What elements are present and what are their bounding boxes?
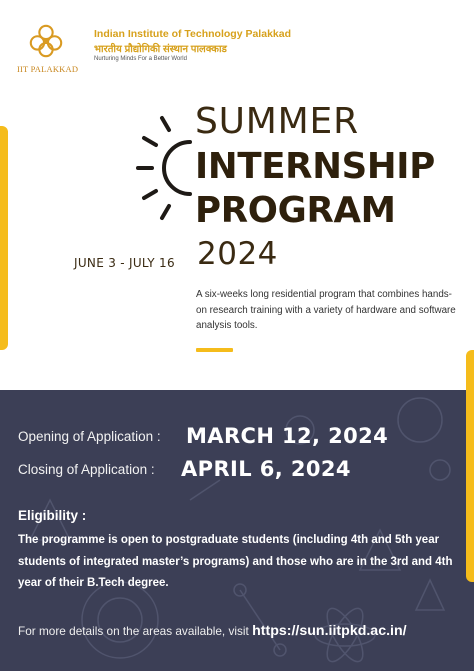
more-details: [18, 623, 407, 639]
title-internship: INTERNSHIP: [195, 146, 435, 187]
closing-label: Closing of Application :: [18, 462, 155, 477]
program-description: A six-weeks long residential program that combines hands-on research training with a variety of hardware and software analysis tools.: [196, 289, 456, 331]
opening-date: MARCH 12, 2024: [186, 424, 389, 448]
program-dates: JUNE 3 - JULY 16: [74, 256, 175, 270]
iit-palakkad-emblem-icon: [27, 22, 65, 60]
website-link[interactable]: https://sun.iitpkd.ac.in/: [252, 623, 407, 639]
description-underline: [196, 348, 233, 352]
more-details-text: For more details on the areas available, visit: [18, 624, 253, 638]
closing-date: APRIL 6, 2024: [181, 457, 351, 481]
rising-sun-icon: [136, 114, 200, 222]
eligibility-heading: Eligibility :: [18, 508, 87, 523]
opening-label: Opening of Application :: [18, 429, 161, 444]
eligibility-text: The programme is open to postgraduate students (including 4th and 5th year students of integrated master’s programs) and those who are in the 3rd and 4th year of their B.Tech degree.: [18, 534, 453, 589]
right-accent-bar: [466, 350, 474, 582]
institute-tagline: Nurturing Minds For a Better World: [94, 56, 187, 62]
institute-name: Indian Institute of Technology Palakkad: [94, 28, 291, 40]
institute-name-hindi: भारतीय प्रौद्योगिकी संस्थान पालक्काड: [94, 44, 227, 55]
title-summer: SUMMER: [195, 101, 359, 142]
logo-caption: IIT PALAKKAD: [17, 64, 79, 74]
title-program: PROGRAM: [195, 190, 396, 231]
left-accent-bar: [0, 126, 8, 350]
program-year: 2024: [197, 236, 278, 272]
